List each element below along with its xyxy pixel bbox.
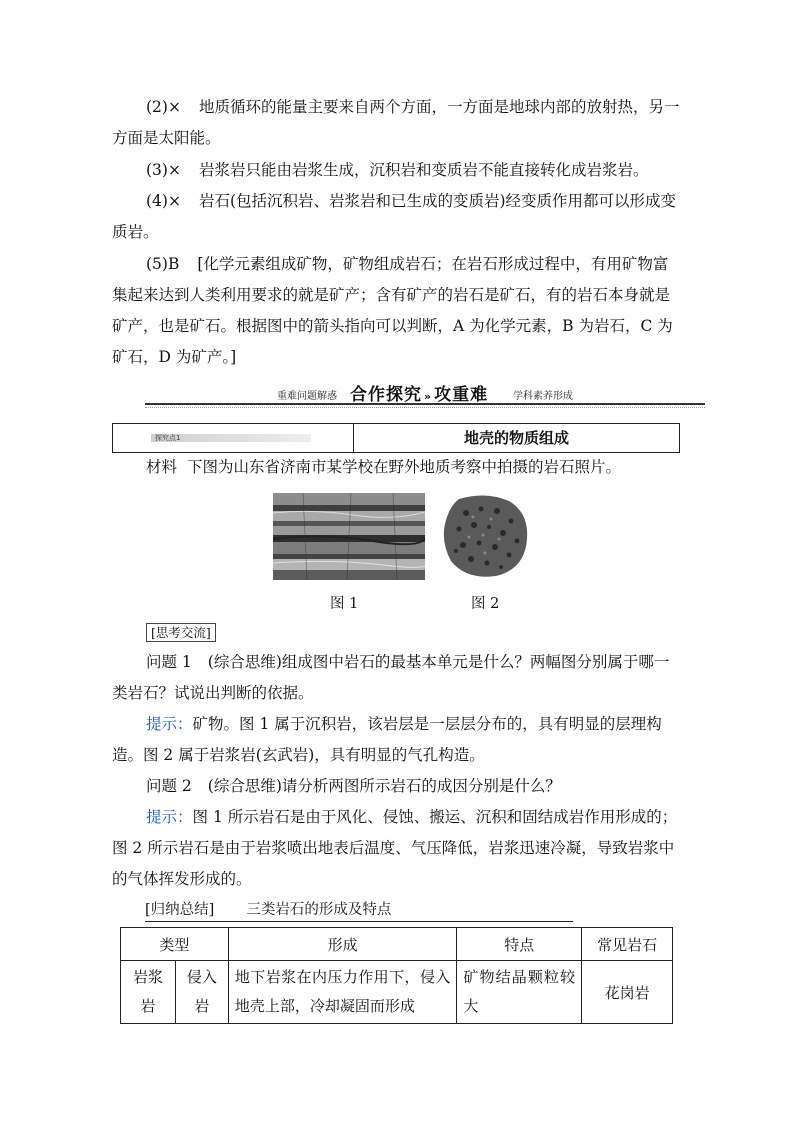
question-2-text: (综合思维)请分析两图所示岩石的成因分别是什么？ <box>207 777 561 795</box>
cell-subtype-intrusive: 侵入岩 <box>175 961 228 1024</box>
section-banner <box>145 379 705 409</box>
hint-1-label: 提示： <box>146 715 193 733</box>
question-1-text: (综合思维)组成图中岩石的最基本单元是什么？两幅图分别属于哪一类岩石？试说出判断的依据。 <box>112 653 670 702</box>
hint-1-text: 矿物。图 1 属于沉积岩，该岩层是一层层分布的，具有明显的层理构造。图 2 属于岩浆岩(玄武岩)，具有明显的气孔构造。 <box>112 715 662 764</box>
question-1 <box>112 647 680 709</box>
answer-5-text: [化学元素组成矿物，矿物组成岩石；在岩石形成过程中，有用矿物富集起来达到人类利用要求的就是矿产；含有矿产的岩石是矿石，有的岩石本身就是矿产，也是矿石。根据图中的箭头指向可以判断，A 为化学元素，B 为岩石，C 为矿石，D 为矿产。] <box>112 255 673 366</box>
summary-header <box>145 900 573 922</box>
answer-2-text: 地质循环的能量主要来自两个方面，一方面是地球内部的放射热，另一方面是太阳能。 <box>112 98 680 147</box>
answer-3 <box>112 155 680 186</box>
summary-title: 三类岩石的形成及特点 <box>246 902 392 918</box>
think-discuss <box>112 620 680 644</box>
cell-formation: 地下岩浆在内压力作用下，侵入地壳上部，冷却凝固而形成 <box>228 961 457 1024</box>
cell-type-igneous: 岩浆岩 <box>121 961 176 1024</box>
explore-point-header <box>112 423 680 453</box>
think-discuss-label: [思考交流] <box>146 623 216 642</box>
header-formation: 形成 <box>228 928 457 961</box>
summary-label: [归纳总结] <box>145 902 215 918</box>
cell-common-rock: 花岗岩 <box>582 961 673 1024</box>
rock-types-table <box>120 927 673 1024</box>
question-1-label: 问题 1 <box>146 653 192 671</box>
table-header-row <box>121 928 673 961</box>
cell-feature: 矿物结晶颗粒较大 <box>457 961 582 1024</box>
answer-4 <box>112 186 680 248</box>
hint-2-text: 图 1 所示岩石是由于风化、侵蚀、搬运、沉积和固结成岩作用形成的；图 2 所示岩石是由于岩浆喷出地表后温度、气压降低，岩浆迅速冷凝，导致岩浆中的气体挥发形成的。 <box>112 808 678 888</box>
banner-divider <box>145 403 705 405</box>
banner-left-caption: 重难问题解惑 <box>277 391 337 402</box>
answer-3-text: 岩浆岩只能由岩浆生成，沉积岩和变质岩不能直接转化成岩浆岩。 <box>198 161 649 179</box>
basalt-rock-photo <box>441 491 531 580</box>
figure-2-caption: 图 2 <box>471 596 500 612</box>
banner-title <box>350 380 488 405</box>
banner-right-caption: 学科素养形成 <box>513 391 573 402</box>
question-2-label: 问题 2 <box>146 777 192 795</box>
table-row <box>121 961 673 1024</box>
hint-1 <box>112 709 680 771</box>
figure-1-caption: 图 1 <box>330 596 359 612</box>
header-type: 类型 <box>121 928 229 961</box>
banner-title-part1: 合作探究 <box>350 385 422 405</box>
answer-4-mark: (4)× <box>146 192 181 210</box>
chevron-right-icon: » <box>424 390 433 403</box>
answer-5 <box>112 249 680 373</box>
hint-2 <box>112 802 680 895</box>
material <box>112 452 680 483</box>
answer-5-mark: (5)B <box>146 255 180 273</box>
answer-2 <box>112 92 680 154</box>
banner-divider-dotted <box>145 407 705 408</box>
banner-title-part2: 攻重难 <box>434 385 489 405</box>
answer-3-mark: (3)× <box>146 161 181 179</box>
answer-2-mark: (2)× <box>146 98 181 116</box>
header-common-rock: 常见岩石 <box>582 928 673 961</box>
sedimentary-rock-photo <box>273 493 425 580</box>
answer-4-text: 岩石(包括沉积岩、岩浆岩和已生成的变质岩)经变质作用都可以形成变质岩。 <box>112 192 677 241</box>
explore-point-title: 地壳的物质组成 <box>463 429 569 447</box>
material-text: 下图为山东省济南市某学校在野外地质考察中拍摄的岩石照片。 <box>187 458 622 476</box>
explore-point-tag-cell <box>113 424 354 452</box>
material-label: 材料 <box>146 458 178 476</box>
header-feature: 特点 <box>457 928 582 961</box>
question-2 <box>112 771 680 802</box>
hint-2-label: 提示： <box>146 808 193 826</box>
explore-point-tag: 探究点1 <box>151 434 311 442</box>
